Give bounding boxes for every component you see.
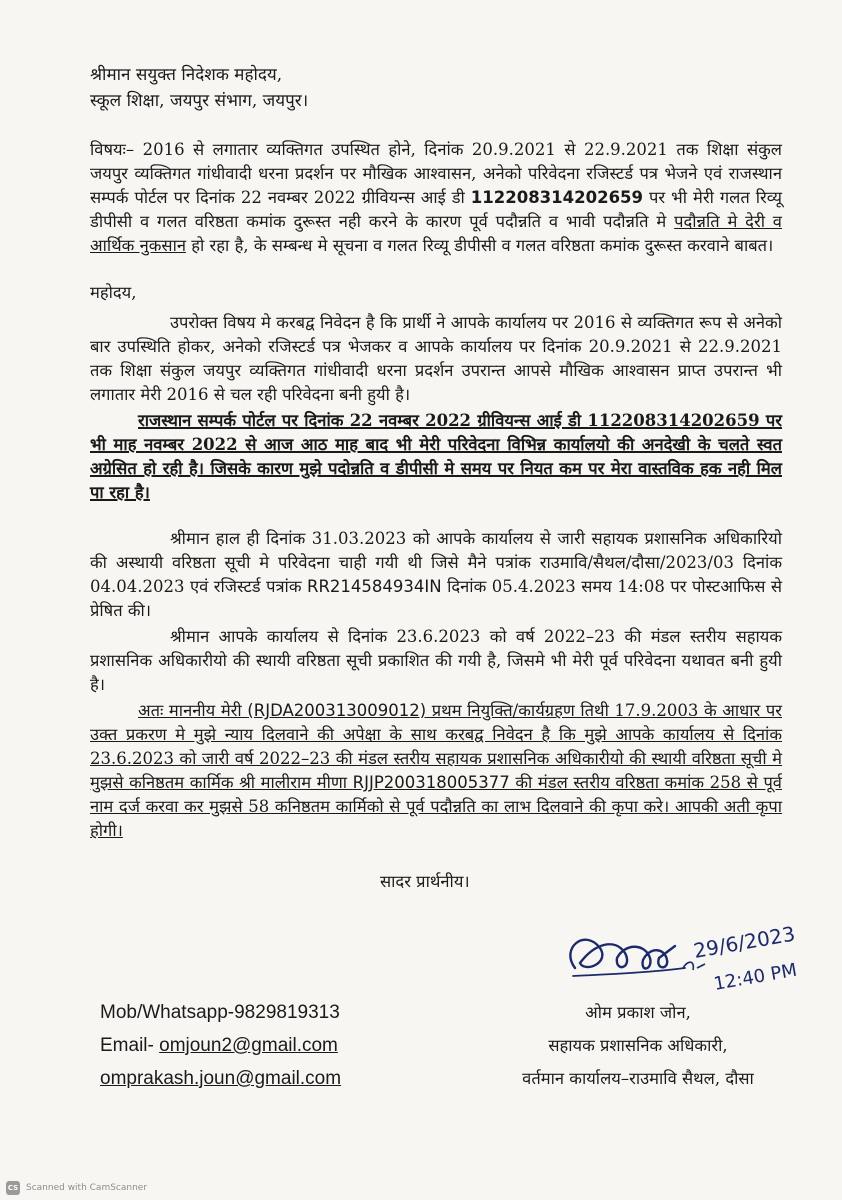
email-line-1 [100, 1029, 341, 1062]
mobile-number: Mob/Whatsapp-9829819313 [100, 1002, 340, 1023]
paragraph-5 [90, 699, 782, 843]
sender-office: वर्तमान कार्यालय–राउमावि सैथल, दौसा [522, 1069, 754, 1088]
sender-block [488, 996, 788, 1095]
subject-underlined: पदौन्नति मे देरी व आर्थिक नुकसान [90, 212, 782, 255]
subject-part-3: हो रहा है, के सम्बन्ध मे सूचना व गलत रिव्यू डीपीसी व गलत वरिष्ठता कमांक दुरूस्त करवाने बाबत। [186, 236, 774, 255]
contact-block [100, 996, 341, 1095]
paragraph-1: उपरोक्त विषय मे करबद्व निवेदन है कि प्रार्थी ने आपके कार्यालय पर 2016 से व्यक्तिगत रूप से अनेको बार उपस्थिति होकर, अनेको रजिस्टर्ड पत्र भेजकर व आपके कार्यालय पर दिनांक 20.9.2021 से 22.9.2021 तक शिक्षा संकुल जयपुर व्यक्तिगत गांधीवादी धरना प्रदर्शन उपरान्त आपसे मौखिक आश्वासन प्राप्त उपरान्त भी लगातार मेरी 2016 से चल रही परिवेदना बनी हुयी है। [90, 313, 782, 404]
closing-text: सादर प्रार्थनीय। [380, 872, 470, 891]
addressee-line-2: स्कूल शिक्षा, जयपुर संभाग, जयपुर। [90, 91, 309, 111]
registry-number: RR214584934IN [307, 577, 442, 596]
paragraph-3-text: श्रीमान हाल ही दिनांक 31.03.2023 को आपके कार्यालय से जारी सहायक प्रशासनिक अधिकारियो की अस्थायी वरिष्ठता सूची मे परिवेदना चाही गयी थी जिसे मैने पत्रांक राउमावि/सैथल/दौसा/2023/03 दिनांक 04.04.2023 एवं रजिस्टर्ड पत्रांक [90, 529, 782, 596]
paragraph-5-part-2: प्रथम नियुक्ति/कार्यग्रहण तिथी 17.9.2003 के आधार पर उक्त प्रकरण मे मुझे न्याय दिलवाने की अपेक्षा के साथ करबद्व निवेदन है कि मुझे आपके कार्यालय से दिनांक 23.6.2023 को जारी वर्ष 2022–23 की मंडल स्तरीय सहायक प्रशासनिक अधिकारीयो की स्थायी वरिष्ठता सूची मे मुझसे कनिष्ठतम कार्मिक श्री मालीराम मीणा [90, 701, 782, 792]
email-link-2[interactable]: omprakash.joun@gmail.com [100, 1068, 342, 1089]
junior-employee-id: RJJP200318005377 [352, 773, 510, 792]
scanner-footer [0, 1176, 842, 1200]
camscanner-logo-icon: CS [6, 1181, 20, 1195]
paragraph-5-part-3: की मंडल स्तरीय वरिष्ठता कमांक 258 से पूर्व नाम दर्ज करवा कर मुझसे 58 कनिष्ठतम कार्मिको से पूर्व पदौन्नति का लाभ दिलवाने की कृपा करे। आपकी अती कृपा होगी। [90, 773, 782, 840]
subject-paragraph [90, 138, 782, 258]
paragraph-2 [90, 409, 782, 505]
paragraph-4: श्रीमान आपके कार्यालय से दिनांक 23.6.2023 को वर्ष 2022–23 की मंडल स्तरीय सहायक प्रशासनिक अधिकारीयो की स्थायी वरिष्ठता सूची प्रकाशित की गयी है, जिसमे भी मेरी पूर्व परिवेदना यथावत बनी हुयी है। [90, 627, 782, 694]
sender-name: ओम प्रकाश जोन, [585, 1003, 691, 1022]
sender-designation: सहायक प्रशासनिक अधिकारी, [548, 1036, 728, 1055]
addressee [90, 62, 782, 114]
email-line-2 [100, 1062, 341, 1095]
addressee-line-1: श्रीमान सयुक्त निदेशक महोदय, [90, 65, 283, 85]
subject-part-1: विषयः– 2016 से लगातार व्यक्तिगत उपस्थित होने, दिनांक 20.9.2021 से 22.9.2021 तक शिक्षा संकुल जयपुर व्यक्तिगत गांधीवादी धरना प्रदर्शन पर मौखिक आश्वासन, अनेको परिवेदना रजिस्टर्ड पत्र भेजने एवं राजस्थान सम्पर्क पोर्टल पर दिनांक 22 नवम्बर 2022 ग्रीवियन्स आई डी [90, 140, 782, 207]
paragraph-2-text: राजस्थान सम्पर्क पोर्टल पर दिनांक 22 नवम्बर 2022 ग्रीवियन्स आई डी 112208314202659 पर भी माह नवम्बर 2022 से आज आठ माह बाद भी मेरी परिवेदना विभिन्न कार्यालयो की अनदेखी के चलते स्वत अग्रेसित हो रही है। जिसके कारण मुझे पदोन्नति व डीपीसी मे समय पर नियत कम पर मेरा वास्तविक हक नही मिल पा रहा है। [90, 411, 782, 502]
email-label: Email- [100, 1035, 160, 1056]
salutation: महोदय, [90, 283, 137, 302]
subject-part-2: पर भी मेरी गलत रिव्यू डीपीसी व गलत वरिष्ठता कमांक दुरूस्त नही करने के कारण पूर्व पदौन्नति व भावी पदौन्नति मे [90, 188, 782, 231]
paragraph-3 [90, 527, 782, 623]
scanner-watermark-text: Scanned with CamScanner [26, 1183, 148, 1193]
handwritten-signature [555, 918, 805, 998]
closing-row [90, 861, 782, 901]
paragraph-3-tail: दिनांक 05.4.2023 समय 14:08 पर पोस्टआफिस से प्रेषित की। [90, 577, 782, 620]
employee-id: (RJDA200313009012) [247, 701, 427, 720]
email-link-1[interactable]: omjoun2@gmail.com [159, 1035, 338, 1056]
grievance-id: 112208314202659 [470, 188, 644, 207]
paragraph-5-part-1: अतः माननीय मेरी [138, 701, 248, 720]
svg-text:12:40 PM: 12:40 PM [712, 959, 799, 995]
svg-text:29/6/2023: 29/6/2023 [691, 921, 797, 963]
